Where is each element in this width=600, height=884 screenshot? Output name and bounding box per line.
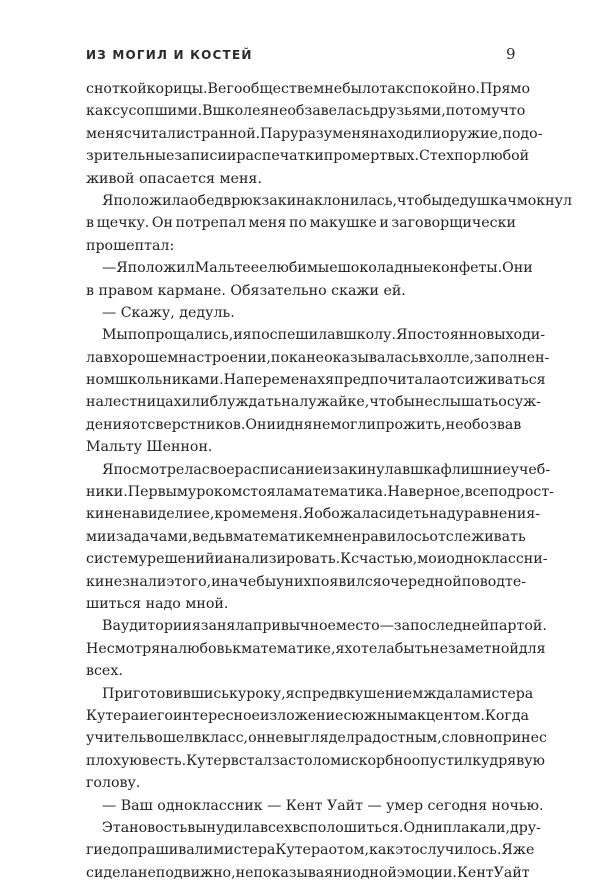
text-line: голову.	[86, 775, 141, 792]
text-line: Приготовившись к уроку, я с предвкушением ждала мистера	[102, 685, 534, 702]
text-line: — Скажу, дедуль.	[102, 304, 235, 321]
text-line: плохую весть. Кутер встал за столом и скорбно опустил кудрявую	[86, 752, 545, 769]
text-line: дения от сверстников. Они и дня не могли прожить, не обозвав	[86, 416, 522, 433]
text-line: с ноткой корицы. В его обществе мне было так спокойно. Прямо	[86, 81, 530, 97]
text-line: — Я положил Мальте ее любимые шоколадные конфеты. Они	[102, 260, 533, 277]
text-line: всех.	[86, 663, 123, 680]
text-line: в правом кармане. Обязательно скажи ей.	[86, 282, 406, 299]
text-line: учитель вошел в класс, он не выглядел радостным, словно принес	[86, 730, 547, 747]
text-line: на лестницах или блуждать на лужайке, чтобы не слышать осуж-	[86, 394, 541, 411]
text-line: ла в хорошем настроении, пока не оказывалась в холле, заполнен-	[86, 349, 550, 366]
text-line: в щечку. Он потрепал меня по макушке и заговорщически	[86, 215, 516, 232]
text-line: ми и задачами, ведь в математике мне нравилось отслеживать	[86, 528, 526, 545]
text-line: Несмотря на любовь к математике, я хотела быть незаметной для	[86, 640, 546, 657]
text-line: прошептал:	[86, 237, 175, 254]
text-line: Мальту Шеннон.	[86, 439, 213, 456]
text-line: меня считали странной. Пару раз у меня находили оружие, подо-	[86, 125, 543, 142]
text-line: ки не знали этого, иначе бы у них появился очередной повод те-	[86, 573, 527, 590]
text-line: Кутера и его интересное изложение с южным акцентом. Когда	[86, 707, 530, 724]
text-line: живой опасается меня.	[86, 170, 262, 187]
text-line: шиться надо мной.	[86, 595, 229, 612]
text-line: сидела неподвижно, не показывая ни одной эмоции. Кент Уайт	[86, 864, 530, 881]
text-line: ки ненавидели ее, кроме меня. Я обожала сидеть над уравнения-	[86, 506, 540, 523]
text-line: ном школьниками. На переменах я предпочитала отсиживаться	[86, 372, 546, 389]
body-text	[86, 78, 572, 884]
text-line: гие допрашивали мистера Кутера о том, как это случилось. Я же	[86, 842, 535, 859]
text-line: Эта новость вынудила всех всполошиться. Одни плакали, дру-	[102, 819, 541, 836]
running-title: ИЗ МОГИЛ И КОСТЕЙ	[86, 48, 253, 62]
text-line: Я положила обед в рюкзак и наклонилась, чтобы дедушка чмокнул	[102, 192, 572, 209]
text-line: ники. Первым уроком стояла математика. Наверное, все подрост-	[86, 484, 554, 501]
text-line: систему решений и анализировать. К счастью, мои одноклассни-	[86, 551, 548, 568]
text-line: как с усопшими. В школе я не обзавелась друзьями, потому что	[86, 103, 526, 120]
text-line: Мы попрощались, и я поспешила в школу. Я постоянно выходи-	[102, 327, 546, 344]
text-line: зрительные записи и распечатки про мертвых. С тех пор любой	[86, 148, 530, 165]
text-line: — Ваш одноклассник — Кент Уайт — умер сегодня ночью.	[102, 797, 544, 814]
page-number: 9	[506, 45, 516, 63]
text-line: Я посмотрела свое расписание и закинула в шкаф лишние учеб-	[102, 461, 551, 478]
text-line: В аудитории я заняла привычное место — за последней партой.	[102, 618, 547, 635]
